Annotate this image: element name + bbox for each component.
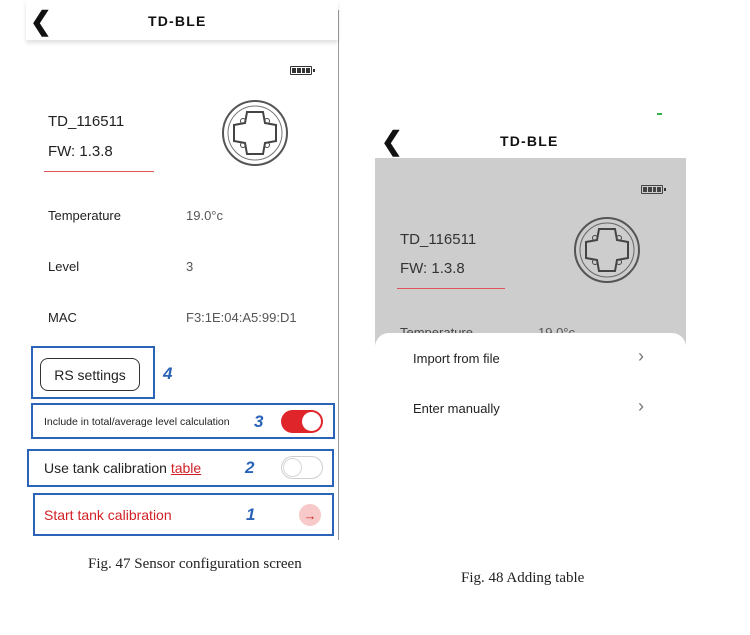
device-name: TD_116511 [400, 231, 477, 248]
fig47-caption: Fig. 47 Sensor configuration screen [88, 556, 302, 572]
fig48-caption: Fig. 48 Adding table [461, 570, 585, 586]
fig48-header-title: TD-BLE [500, 133, 559, 149]
battery-icon [290, 66, 312, 75]
toggle-knob [302, 412, 321, 431]
annotation-marker-3: 3 [254, 412, 264, 431]
temperature-value: 19.0°c [186, 208, 224, 223]
temperature-label: Temperature [48, 208, 121, 223]
device-underline [397, 288, 505, 289]
annotation-marker-1: 1 [246, 505, 256, 524]
annotation-marker-2: 2 [245, 458, 255, 477]
chevron-right-icon[interactable]: › [638, 346, 644, 366]
back-chevron-icon[interactable]: ❮ [381, 126, 403, 156]
device-name: TD_116511 [48, 113, 125, 130]
device-underline [44, 171, 154, 172]
enter-manually-option[interactable]: Enter manually [413, 401, 500, 416]
chevron-right-icon[interactable]: › [638, 396, 644, 416]
level-value: 3 [186, 259, 194, 274]
sensor-device-icon [220, 98, 290, 168]
use-calibration-label [44, 460, 201, 476]
mac-label: MAC [48, 310, 77, 325]
annotation-marker-4: 4 [163, 364, 173, 383]
import-from-file-option[interactable]: Import from file [413, 351, 500, 366]
include-total-label: Include in total/average level calculation [44, 416, 230, 428]
fig47-header-title: TD-BLE [148, 13, 207, 29]
firmware-version: FW: 1.3.8 [400, 260, 465, 277]
screen-divider [338, 10, 339, 540]
rs-settings-button[interactable]: RS settings [40, 358, 140, 391]
toggle-knob [283, 458, 302, 477]
battery-icon [641, 185, 663, 194]
start-calibration-label[interactable]: Start tank calibration [44, 507, 172, 523]
include-total-toggle[interactable] [281, 410, 323, 433]
use-calibration-text: Use tank calibration [44, 460, 171, 476]
status-dot [657, 113, 662, 115]
calibration-table-link[interactable]: table [170, 460, 202, 476]
sensor-device-icon [572, 215, 642, 285]
mac-value: F3:1E:04:A5:99:D1 [186, 310, 297, 325]
back-chevron-icon[interactable]: ❮ [30, 6, 52, 36]
arrow-right-icon[interactable]: → [299, 504, 321, 526]
firmware-version: FW: 1.3.8 [48, 143, 113, 160]
use-calibration-toggle[interactable] [281, 456, 323, 479]
level-label: Level [48, 259, 80, 274]
